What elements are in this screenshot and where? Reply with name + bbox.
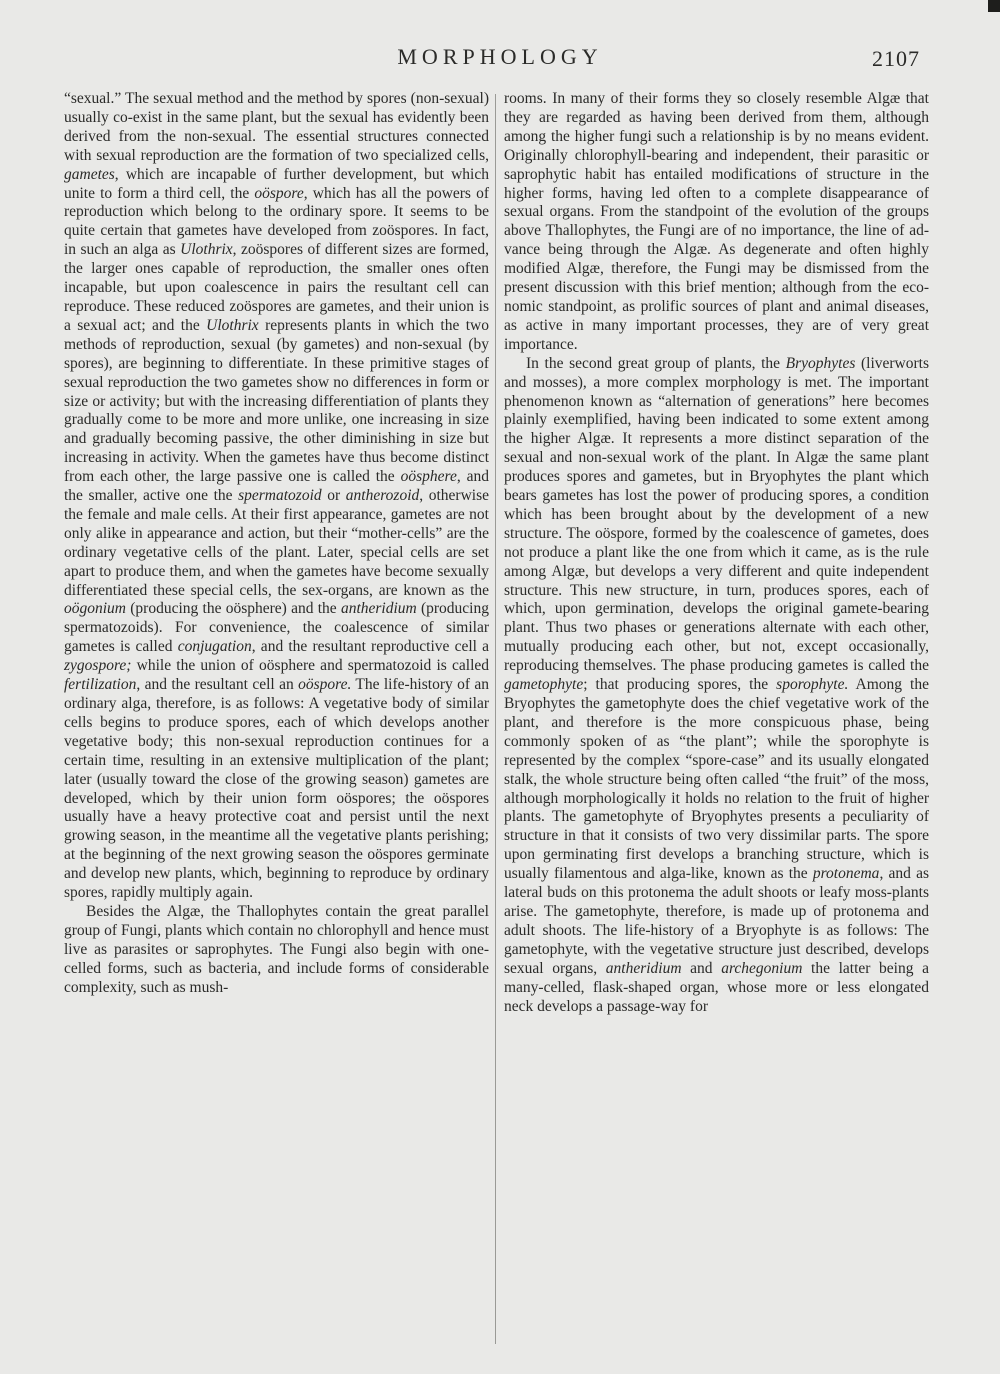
text-run: or (321, 487, 346, 505)
term-antherozoid: antherozoid (345, 487, 420, 505)
text-run: (producing spermatozoids). For convenience, the coalescence of similar gametes is called (64, 600, 489, 656)
column-divider (495, 94, 496, 1344)
paragraph-fungi: Besides the Algæ, the Thallophytes contain the great parallel group of Fungi, plants which contain no chlorophyll and hence must live as parasites or saprophytes. The Fungi also begin with one-celled forms, such as bacteria, and include forms of considerable complexity, such as mush- (64, 902, 489, 996)
term-sporophyte: sporophyte. (776, 676, 849, 694)
text-run: , and the smaller, active one the (64, 468, 489, 505)
text-run: , otherwise the female and male cells. At their first appearance, gametes are not only alike in appearance and action, but their “mother-cells” are the ordinary vegetative cells of the plant. Later, special cells are set apart to produce them, and when the gametes have become sexually differentiated these special cells, the sex-organs, are known as the (64, 487, 489, 599)
corner-mark (988, 0, 1000, 12)
paragraph-fungi-continued: rooms. In many of their forms they so closely resemble Algæ that they are regarded as having been derived from them, although among the higher fungi such a relationship is by no means evident. Originally chlorophyll-bearing and independent, their parasitic or saprophytic habit has entailed modifications of structure in the higher forms, having led often to a complete disappearance of sexual organs. From the standpoint of the evolution of the groups above Thallophytes, the Fungi are of no importance, the line of advance being through the Algæ. As degenerate and often highly modified Algæ, therefore, the Fungi may be dismissed from the present discussion with this brief mention; although from the economic standpoint, as prolific sources of plant and animal diseases, as active in many important processes, they are of very great importance. (504, 90, 929, 353)
term-ulothrix: Ulothrix (206, 316, 259, 334)
term-oospore: oöspore (254, 184, 304, 202)
term-spermatozoid: spermatozoid (238, 487, 322, 505)
left-column (64, 90, 489, 998)
page-header (0, 44, 1000, 78)
term-zygospore: zygospore; (64, 657, 132, 675)
text-run: In the second great group of plants, the (526, 354, 786, 372)
text-run: The life-history of an ordinary alga, therefore, is as follows: A vegetative body of similar cells begins to produce spores, each of which develops another vegetative body; this non-sexual reproduction continues for a certain time, resulting in an extensive multiplication of the plant; later (usually toward the close of the growing season) gametes are developed, which by their union form oöspores; the oöspores usually have a heavy protective coat and persist until the next growing season, in the meantime all the vegetative plants perishing; at the beginning of the next growing season the oöspores germinate and develop new plants, which, beginning to reproduce by ordinary spores, rapidly multiply again. (64, 676, 489, 902)
text-run: (liverworts and mosses), a more complex morphology is met. The important phenomenon known as “alternation of generations” here becomes plainly exemplified, having been indicated to some extent among the higher Algæ. It represents a more distinct separation of the sexual and non-sexual work of the plant. In Algæ the same plant produces spores and gametes, but in Bryophytes the plant which bears gametes has lost the power of producing spores, a condition which has been brought about by the development of a new structure. The oöspore, formed by the coalescence of gametes, does not produce a plant like the one from which it came, as is the rule among Algæ, but develops a very different and quite independent structure. This new structure, in turn, produces spores, each of which, upon germination, develops the original gamete-bearing plant. Thus two phases or generations alternate with each other, mutually producing each other, but not, except occasionally, reproducing themselves. The phase producing gametes is called the (504, 354, 929, 675)
text-run: , which are incapable of further development, but which unite to form a third cell, the (64, 165, 489, 202)
text-run: and (681, 959, 722, 977)
text-run: , which has all the powers of reproduction which belong to the ordinary spore. It seems to be quite certain that gametes have developed from zoöspores. In fact, in such an alga as (64, 184, 490, 259)
text-run: , and the resultant reproductive cell a (251, 638, 490, 656)
text-run: (producing the oösphere) and the (126, 600, 341, 618)
text-run: the latter being a many-celled, flask-shaped organ, whose more or less elongated neck develops a passage-way for (504, 959, 929, 1015)
running-title: MORPHOLOGY (397, 44, 603, 69)
term-archegonium: archegonium (721, 959, 803, 977)
text-run: “sexual.” The sexual method and the method by spores (non-sexual) usually co-exist in the same plant, but the sexual has evidently been derived from the non-sexual. The essential structures connected with sexual reproduction are the formation of two specialized cells, (64, 90, 489, 164)
paragraph-sexual-reproduction (64, 90, 489, 903)
term-gametes: gametes (64, 165, 115, 183)
paragraph-bryophytes (504, 355, 929, 1017)
text-run: , and as lateral buds on this protonema the adult shoots or leafy moss-plants arise. The gametophyte, therefore, is made up of protonema and adult shoots. The life-history of a Bryophyte is as follows: The gametophyte, with the vegetative structure just described, develops sexual organs, (504, 865, 929, 977)
term-oogonium: oögonium (64, 600, 126, 618)
text-run: Among the Bryophytes the gametophyte does the chief vegetative work of the plant, and therefore is the more conspicuous phase, being commonly spoken of as “the plant”; while the sporophyte is represented by the complex “spore-case” and its usually elongated stalk, the whole structure being often called “the fruit” of the moss, although morphologically it holds no relation to the fruit of higher plants. The gametophyte of Bryophytes presents a peculiarity of structure in that it consists of two very dissimilar parts. The spore upon germinating first develops a branching structure, which is usually filamentous and alga-like, known as the (504, 676, 929, 883)
term-bryophytes: Bryophytes (785, 354, 856, 372)
term-oosphere: oösphere (400, 468, 457, 486)
term-antheridium: antheridium (340, 600, 417, 618)
term-fertilization: fertilization (64, 676, 137, 694)
text-run: represents plants in which the two methods of reproduction, sexual (by gametes) and non-sexual (by spores), are beginning to differentiate. In these primitive stages of sexual reproduction the two gametes show no differences in form or size or activity; but with the increasing differentiation of plants they gradually come to be more and more unlike, one increasing in size and gradually becoming passive, the other diminishing in size but increasing in activity. When the gametes have thus become distinct from each other, the large passive one is called the (64, 316, 490, 486)
page-number: 2107 (872, 46, 920, 71)
right-column (504, 90, 929, 1016)
term-gametophyte: gametophyte (504, 676, 584, 694)
term-oospore: oöspore. (298, 676, 352, 694)
term-protonema: protonema (812, 865, 880, 883)
term-conjugation: conjugation (177, 638, 252, 656)
text-run: , zoöspores of different sizes are formed, the larger ones capable of reproduction, the smaller ones often incapable, but upon coalescence in pairs the resultant cell can reproduce. These reduced zoöspores are gametes, and their union is a sexual act; and the (64, 241, 489, 334)
text-run: , and the resultant cell an (136, 676, 299, 694)
text-run: while the union of oösphere and spermatozoid is called (131, 657, 489, 675)
text-run: ; that producing spores, the (583, 676, 777, 694)
term-antheridium: antheridium (605, 959, 682, 977)
term-ulothrix: Ulothrix (180, 241, 233, 259)
